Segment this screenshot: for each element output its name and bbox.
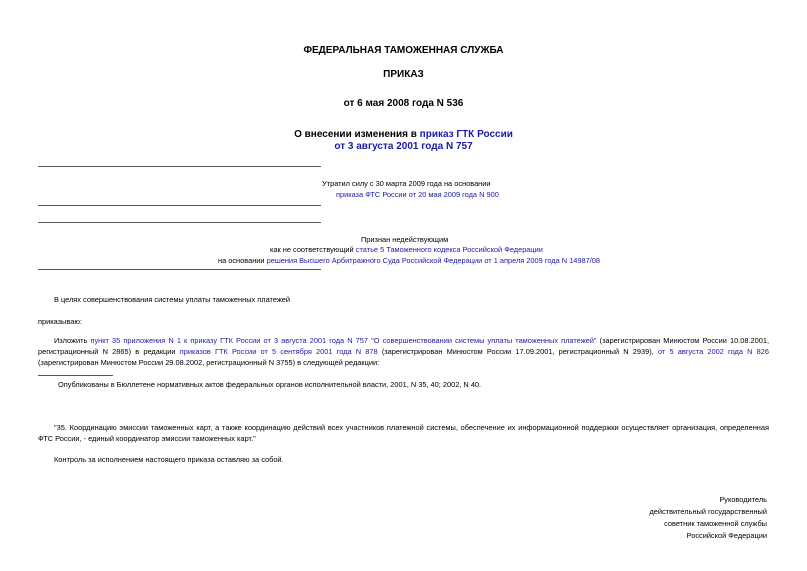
registration-2939-text: (зарегистрирован Минюстом России 17.09.2001, регистрационный N 2939), — [377, 347, 658, 356]
doc-date-number: от 6 мая 2008 года N 536 — [343, 98, 464, 109]
customs-code-article5-link[interactable]: статье 5 Таможенного кодекса Российской Федерации — [355, 245, 543, 254]
status-invalid-text: Признан недействующим — [361, 235, 449, 244]
agency-title: ФЕДЕРАЛЬНАЯ ТАМОЖЕННАЯ СЛУЖБА — [303, 45, 504, 56]
repeal-order-link[interactable]: приказа ФТС России от 20 мая 2009 года N 900 — [336, 190, 499, 199]
status-invalid-basis-prefix: на основании — [218, 256, 267, 265]
doc-title-line2 — [0, 141, 807, 152]
signature-title-line1: Руководитель — [719, 495, 767, 504]
doc-title — [0, 129, 807, 140]
status-invalid-reason-prefix: как не соответствующий — [270, 245, 356, 254]
intro-paragraph: В целях совершенствования системы уплаты таможенных платежей — [54, 295, 291, 304]
quote-paragraph: "35. Координацию эмиссии таможенных карт, а также координацию действий всех участников платежной системы, обеспечение их информационной поддержки осуществляет организация, определенная ФТС России, - единый координатор эмиссии таможенных карт." — [38, 423, 769, 443]
divider — [38, 222, 321, 223]
footnote-divider — [38, 375, 113, 376]
divider — [38, 205, 321, 206]
doc-title-prefix: О внесении изменения в — [294, 129, 420, 140]
order-word: приказываю: — [38, 317, 82, 326]
status-repealed-text: Утратил силу с 30 марта 2009 года на основании — [322, 179, 491, 188]
status-invalid-basis — [218, 255, 600, 266]
arbitration-court-decision-link[interactable]: решения Высшего Арбитражного Суда Российской Федерации от 1 апреля 2009 года N 14987/08 — [266, 256, 600, 265]
divider — [38, 269, 321, 270]
registration-3755-text: (зарегистрирован Минюстом России 29.08.2002, регистрационный N 3755) — [38, 358, 296, 367]
footnote-text: Опубликованы в Бюллетене нормативных актов федеральных органов исполнительной власти, 2001, N 35, 40; 2002, N 40. — [58, 380, 482, 389]
control-paragraph: Контроль за исполнением настоящего приказа оставляю за собой. — [54, 455, 284, 464]
registration-2865-text: (зарегистрирован Минюстом России 10.08.2001, регистрационный N 2865) в редакции — [38, 336, 769, 356]
paragraph-35-link[interactable]: пункт 35 приложения N 1 к приказу ГТК России от 3 августа 2001 года N 757 "О совершенствовании системы уплаты таможенных платежей" — [90, 336, 597, 345]
order-757-date-link[interactable]: от 3 августа 2001 года N 757 — [334, 141, 473, 152]
signature-title-line3: советник таможенной службы — [664, 519, 767, 528]
status-invalid-reason — [270, 244, 543, 255]
signature-title-line4: Российской Федерации — [686, 531, 767, 540]
order-826-link[interactable]: от 5 августа 2002 года N 826 — [657, 347, 769, 356]
divider — [38, 166, 321, 167]
order-878-link[interactable]: приказов ГТК России от 5 сентября 2001 года N 878 — [179, 347, 378, 356]
doc-type: ПРИКАЗ — [383, 69, 424, 80]
main-paragraph — [38, 335, 769, 368]
order-757-link[interactable]: приказ ГТК России — [419, 129, 513, 140]
signature-title-line2: действительный государственный — [649, 507, 767, 516]
following-edition-text: в следующей редакции: — [295, 358, 380, 367]
main-paragraph-lead: Изложить — [54, 336, 91, 345]
